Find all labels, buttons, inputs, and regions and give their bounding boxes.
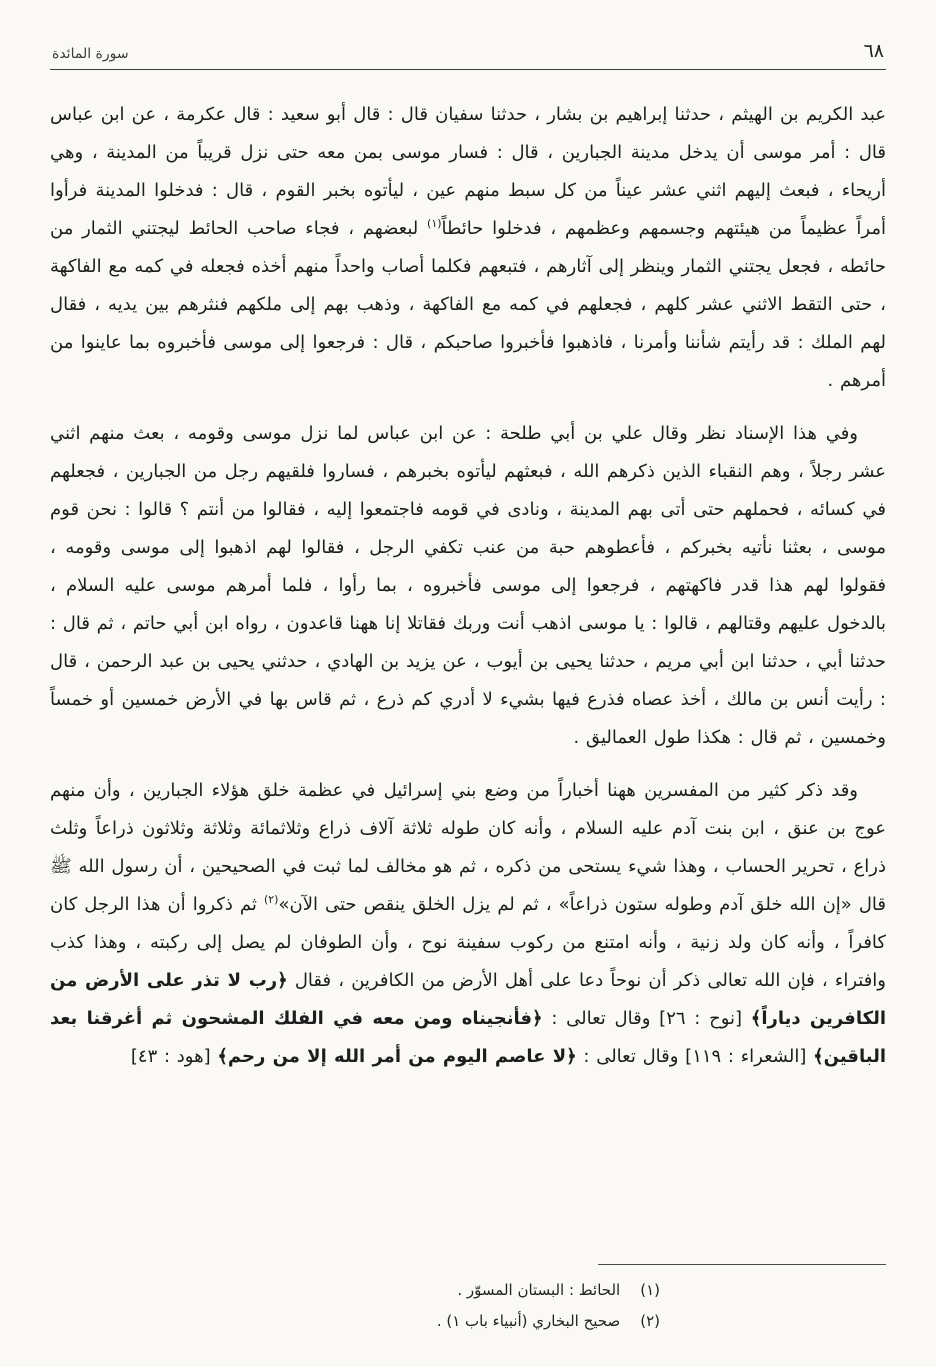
text-segment: [هود : ٤٣] [130, 1046, 218, 1067]
text-segment: عبد الكريم بن الهيثم ، حدثنا إبراهيم بن بشار ، حدثنا سفيان قال : قال أبو سعيد : قال عكرمة ، عن ابن عباس قال : أمر موسى أن يدخل مدينة الجبارين ، قال : فسار موسى بمن معه حتى نزل قريباً من المدينة ، وهي أريحاء ، فبعث إليهم اثني عشر عيناً من كل سبط منهم عين ، ليأتوه بخبر القوم ، قال : فدخلوا المدينة فرأوا أمراً عظيماً من هيئتهم وجسمهم وعظمهم ، فدخلوا حائطاً [50, 104, 886, 239]
footnote-item [50, 1275, 886, 1306]
paragraph [50, 772, 886, 1076]
footnote-text: الحائط : البستان المسوّر . [457, 1281, 621, 1299]
footnote-marker: (٢) [640, 1312, 660, 1330]
header-divider [50, 69, 886, 70]
page-header [50, 40, 886, 69]
text-segment: ثم ذكروا أن هذا الرجل كان كافراً ، وأنه كان ولد زنية ، وأنه امتنع من ركوب سفينة نوح ، وأن الطوفان لم يصل إلى ركبته ، وهذا كذب وافتراء ، فإن الله تعالى ذكر أن نوحاً دعا على أهل الأرض من الكافرين ، فقال [50, 894, 886, 991]
footnote-text: صحيح البخاري (أنبياء باب ١) . [436, 1312, 621, 1330]
footnotes-section [50, 1264, 886, 1337]
paragraph [50, 96, 886, 400]
text-segment: لبعضهم ، فجاء صاحب الحائط ليجتني الثمار من حائطه ، فجعل يجتني الثمار وينظر إلى آثارهم ، فتبعهم فكلما أصاب واحداً منهم أخذه فجعله في كمه مع الفاكهة ، حتى التقط الاثني عشر كلهم ، فجعلهم في كمه مع الفاكهة ، وذهب بهم إلى ملكهم فنثرهم بين يديه ، فقال لهم الملك : قد رأيتم شأننا وأمرنا ، فاذهبوا فأخبروا صاحبكم ، قال : فرجعوا إلى موسى فأخبروه بما عاينوا من أمرهم . [50, 218, 886, 391]
footnote-item [50, 1306, 886, 1337]
text-segment: [الشعراء : ١١٩] وقال تعالى : [576, 1046, 814, 1067]
text-segment: [نوح : ٢٦] وقال تعالى : [542, 1008, 751, 1029]
footnote-marker: (١) [640, 1281, 660, 1299]
footnote-divider [598, 1264, 886, 1265]
header-page-number: ٦٨ [863, 40, 884, 62]
text-segment: ﴿رب لا تذر على الأرض من الكافرين دياراً﴾ [50, 970, 886, 1029]
footnote-list [50, 1275, 886, 1337]
footnote-reference: (١) [427, 217, 442, 230]
text-segment: وقد ذكر كثير من المفسرين ههنا أخباراً من وضع بني إسرائيل في عظمة خلق هؤلاء الجبارين ، وأن منهم عوج بن عنق ، ابن بنت آدم عليه السلام ، وأنه كان طوله ثلاثة آلاف ذراع وثلاثمائة وثلاثة وثلاثون ذراعاً وثلث ذراع ، تحرير الحساب ، وهذا شيء يستحى من ذكره ، ثم هو مخالف لما ثبت في الصحيحين ، أن رسول الله ﷺ قال «إن الله خلق آدم وطوله ستون ذراعاً» ، ثم لم يزل الخلق ينقص حتى الآن» [50, 780, 887, 915]
paragraph [50, 415, 886, 757]
header-surah-title: سورة المائدة [52, 46, 129, 62]
text-segment: ﴿فأنجيناه ومن معه في الفلك المشحون ثم أغرقنا بعد الباقين﴾ [50, 1008, 886, 1067]
text-segment: وفي هذا الإسناد نظر وقال علي بن أبي طلحة : عن ابن عباس لما نزل موسى وقومه ، بعث منهم اثني عشر رجلاً ، وهم النقباء الذين ذكرهم الله ، فبعثهم ليأتوه بخبرهم ، فساروا فلقيهم رجل من الجبارين ، فجعلهم في كسائه ، فحملهم حتى أتى بهم المدينة ، ونادى في قومه فاجتمعوا إليه ، فقالوا من أنتم ؟ قالوا : نحن قوم موسى ، بعثنا نأتيه بخبركم ، فأعطوهم حبة من عنب تكفي الرجل ، فقالوا لهم اذهبوا إلى موسى وقومه ، فقولوا لهم هذا قدر فاكهتهم ، فرجعوا إلى موسى فأخبروه ، بما رأوا ، فلما أمرهم موسى عليه السلام ، بالدخول عليهم وقتالهم ، قالوا : يا موسى اذهب أنت وربك فقاتلا إنا ههنا قاعدون ، رواه ابن أبي حاتم ، ثم قال : حدثنا أبي ، حدثنا ابن أبي مريم ، حدثنا يحيى بن أيوب ، عن يزيد بن الهادي ، حدثني يحيى بن عبد الرحمن ، قال : رأيت أنس بن مالك ، أخذ عصاه فذرع فيها بشيء لا أدري كم ذرع ، ثم قاس بها في الأرض خمسين أو خمساً وخمسين ، ثم قال : هكذا طول العماليق . [50, 423, 886, 748]
footnote-reference: (٢) [263, 893, 279, 906]
body-text [50, 96, 886, 1076]
text-segment: ﴿لا عاصم اليوم من أمر الله إلا من رحم﴾ [217, 1046, 577, 1067]
